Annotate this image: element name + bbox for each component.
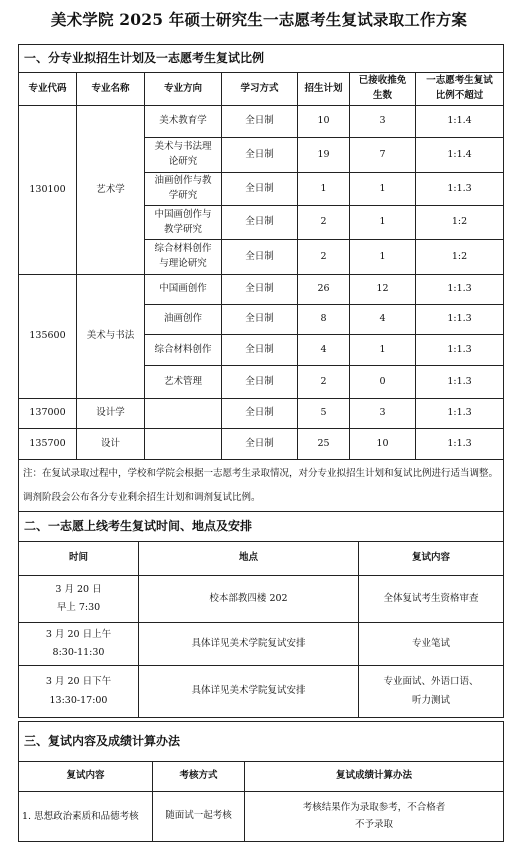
interview-ratio: 1:1.3 xyxy=(416,429,504,460)
major-direction: 油画创作与教学研究 xyxy=(145,173,222,206)
major-direction: 艺术管理 xyxy=(145,366,222,399)
enrollment-plan: 2 xyxy=(298,366,350,399)
schedule-content xyxy=(359,666,504,718)
study-mode: 全日制 xyxy=(222,335,298,366)
major-direction: 综合材料创作 xyxy=(145,335,222,366)
schedule-time-line: 13:30-17:00 xyxy=(49,694,108,706)
document-title: 美术学院 2025 年硕士研究生一志愿考生复试录取工作方案 xyxy=(50,10,468,29)
exempt-count: 3 xyxy=(350,106,416,138)
exempt-count: 0 xyxy=(350,366,416,399)
table-header-row xyxy=(19,73,504,106)
schedule-time-line: 3 月 20 日上午 xyxy=(45,628,112,640)
enrollment-plan: 2 xyxy=(298,206,350,240)
assessment-header-row xyxy=(19,762,504,792)
table-row xyxy=(19,429,504,460)
exempt-count: 7 xyxy=(350,138,416,173)
interview-ratio: 1:2 xyxy=(416,206,504,240)
interview-schedule-table xyxy=(18,511,504,718)
table-row xyxy=(19,399,504,429)
major-name: 艺术学 xyxy=(77,106,145,275)
interview-ratio: 1:1.3 xyxy=(416,335,504,366)
interview-ratio: 1:1.3 xyxy=(416,173,504,206)
table-row xyxy=(19,106,504,138)
major-direction: 中国画创作与教学研究 xyxy=(145,206,222,240)
study-mode: 全日制 xyxy=(222,366,298,399)
major-direction xyxy=(145,429,222,460)
schedule-time-line: 8:30-11:30 xyxy=(52,647,105,658)
study-mode: 全日制 xyxy=(222,240,298,275)
schedule-content-line: 专业面试、外语口语、 xyxy=(383,676,479,688)
assessment-calc-line: 考核结果作为录取参考，不合格者 xyxy=(302,802,446,814)
interview-ratio: 1:1.3 xyxy=(416,305,504,335)
study-mode: 全日制 xyxy=(222,106,298,138)
admission-plan-table xyxy=(18,44,504,512)
schedule-row xyxy=(19,666,504,718)
interview-ratio: 1:1.3 xyxy=(416,275,504,305)
schedule-header-time: 时间 xyxy=(19,542,139,576)
enrollment-plan: 5 xyxy=(298,399,350,429)
enrollment-plan: 4 xyxy=(298,335,350,366)
major-direction: 综合材料创作与理论研究 xyxy=(145,240,222,275)
study-mode: 全日制 xyxy=(222,305,298,335)
schedule-header-content: 复试内容 xyxy=(359,542,504,576)
assessment-table xyxy=(18,721,504,842)
assessment-header-calc: 复试成绩计算办法 xyxy=(245,762,504,792)
major-code: 130100 xyxy=(19,106,77,275)
header-ratio: 一志愿考生复试比例不超过 xyxy=(416,73,504,106)
schedule-time xyxy=(19,666,139,718)
study-mode: 全日制 xyxy=(222,206,298,240)
major-direction xyxy=(145,399,222,429)
schedule-time-line: 3 月 20 日下午 xyxy=(45,676,112,688)
assessment-row xyxy=(19,792,504,842)
major-code: 135700 xyxy=(19,429,77,460)
schedule-place: 校本部教四楼 202 xyxy=(139,576,359,623)
enrollment-plan: 2 xyxy=(298,240,350,275)
assessment-calc xyxy=(245,792,504,842)
schedule-time xyxy=(19,576,139,623)
exempt-count: 1 xyxy=(350,173,416,206)
schedule-time-line: 早上 7:30 xyxy=(56,602,101,613)
schedule-place: 具体详见美术学院复试安排 xyxy=(139,623,359,666)
study-mode: 全日制 xyxy=(222,275,298,305)
major-code: 137000 xyxy=(19,399,77,429)
section1-heading: 一、分专业拟招生计划及一志愿考生复试比例 xyxy=(19,45,504,73)
enrollment-plan: 26 xyxy=(298,275,350,305)
section3-heading: 三、复试内容及成绩计算办法 xyxy=(19,722,504,762)
schedule-row xyxy=(19,623,504,666)
interview-ratio: 1:1.4 xyxy=(416,138,504,173)
study-mode: 全日制 xyxy=(222,138,298,173)
schedule-time-line: 3 月 20 日 xyxy=(55,583,102,595)
enrollment-plan: 10 xyxy=(298,106,350,138)
interview-ratio: 1:1.3 xyxy=(416,399,504,429)
assessment-item: 1. 思想政治素质和品德考核 xyxy=(19,792,153,842)
section2-heading: 二、一志愿上线考生复试时间、地点及安排 xyxy=(19,512,504,542)
schedule-content-line: 听力测试 xyxy=(412,694,451,706)
study-mode: 全日制 xyxy=(222,429,298,460)
enrollment-plan: 25 xyxy=(298,429,350,460)
exempt-count: 1 xyxy=(350,240,416,275)
major-direction: 美术与书法理论研究 xyxy=(145,138,222,173)
major-direction: 中国画创作 xyxy=(145,275,222,305)
assessment-method: 随面试一起考核 xyxy=(153,792,245,842)
header-code: 专业代码 xyxy=(19,73,77,106)
interview-ratio: 1:2 xyxy=(416,240,504,275)
enrollment-plan: 1 xyxy=(298,173,350,206)
exempt-count: 12 xyxy=(350,275,416,305)
schedule-content-line: 专业笔试 xyxy=(412,637,451,649)
assessment-header-item: 复试内容 xyxy=(19,762,153,792)
schedule-row xyxy=(19,576,504,623)
schedule-content-line: 全体复试考生资格审查 xyxy=(383,592,479,604)
major-name: 设计学 xyxy=(77,399,145,429)
header-name: 专业名称 xyxy=(77,73,145,106)
major-code: 135600 xyxy=(19,275,77,399)
exempt-count: 1 xyxy=(350,335,416,366)
major-direction: 美术教育学 xyxy=(145,106,222,138)
enrollment-plan: 8 xyxy=(298,305,350,335)
schedule-header-row xyxy=(19,542,504,576)
header-direction: 专业方向 xyxy=(145,73,222,106)
exempt-count: 4 xyxy=(350,305,416,335)
schedule-header-place: 地点 xyxy=(139,542,359,576)
schedule-time xyxy=(19,623,139,666)
study-mode: 全日制 xyxy=(222,399,298,429)
assessment-calc-line: 不予录取 xyxy=(355,818,394,830)
exempt-count: 10 xyxy=(350,429,416,460)
header-mode: 学习方式 xyxy=(222,73,298,106)
table-row xyxy=(19,275,504,305)
interview-ratio: 1:1.3 xyxy=(416,366,504,399)
exempt-count: 3 xyxy=(350,399,416,429)
major-direction: 油画创作 xyxy=(145,305,222,335)
section1-note: 注：在复试录取过程中，学校和学院会根据一志愿考生录取情况，对分专业拟招生计划和复试比例进行适当调整。调剂阶段会公布各分专业剩余招生计划和调剂复试比例。 xyxy=(19,460,504,512)
interview-ratio: 1:1.4 xyxy=(416,106,504,138)
schedule-content xyxy=(359,623,504,666)
header-exempt: 已接收推免生数 xyxy=(350,73,416,106)
study-mode: 全日制 xyxy=(222,173,298,206)
major-name: 美术与书法 xyxy=(77,275,145,399)
enrollment-plan: 19 xyxy=(298,138,350,173)
assessment-header-method: 考核方式 xyxy=(153,762,245,792)
exempt-count: 1 xyxy=(350,206,416,240)
schedule-place: 具体详见美术学院复试安排 xyxy=(139,666,359,718)
header-plan: 招生计划 xyxy=(298,73,350,106)
major-name: 设计 xyxy=(77,429,145,460)
schedule-content xyxy=(359,576,504,623)
